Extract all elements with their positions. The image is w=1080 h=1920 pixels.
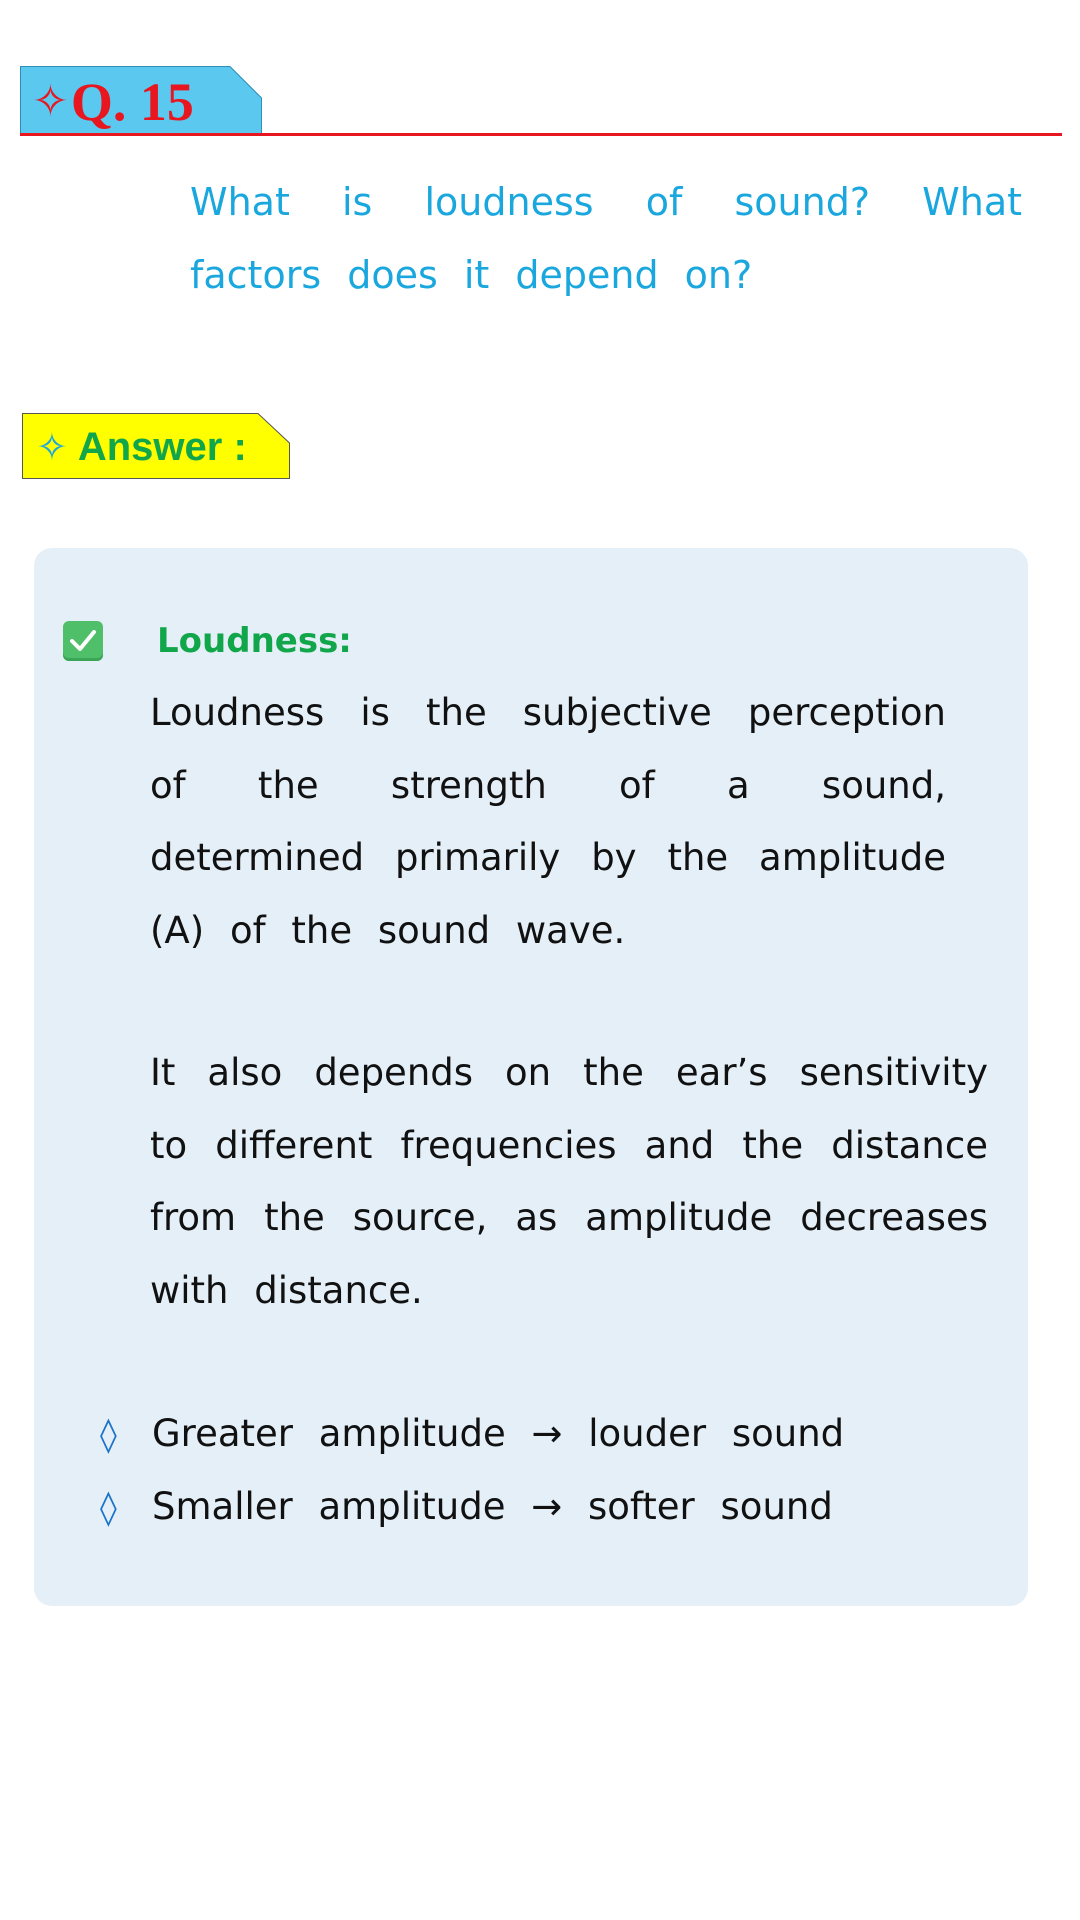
question-text: What is loudness of sound? What factors does it depend on? (190, 180, 1022, 297)
four-point-star-icon: ✧ (32, 77, 69, 126)
answer-label (36, 418, 247, 476)
list-item (100, 1471, 833, 1543)
question-number-text: Q. 15 (70, 72, 194, 132)
four-point-star-icon: ✧ (36, 427, 68, 469)
answer-heading: Loudness: (157, 621, 352, 661)
diamond-bullet-icon: ◊ (100, 1415, 117, 1455)
answer-paragraph: Loudness is the subjective perception of the strength of a sound, determined primarily by the amplitude (A) of the sound wave. (150, 691, 946, 952)
check-box-icon (63, 621, 103, 661)
list-item (100, 1398, 844, 1470)
answer-label-text: Answer : (77, 425, 247, 469)
list-item-text: Greater amplitude → louder sound (152, 1412, 845, 1455)
question-number (32, 70, 194, 134)
list-item-text: Smaller amplitude → softer sound (152, 1485, 833, 1528)
answer-paragraph: It also depends on the ear’s sensitivity to different frequencies and the distance from the source, as amplitude decreases with distance. (150, 1051, 988, 1312)
question-divider (20, 133, 1062, 136)
diamond-bullet-icon: ◊ (100, 1488, 117, 1528)
